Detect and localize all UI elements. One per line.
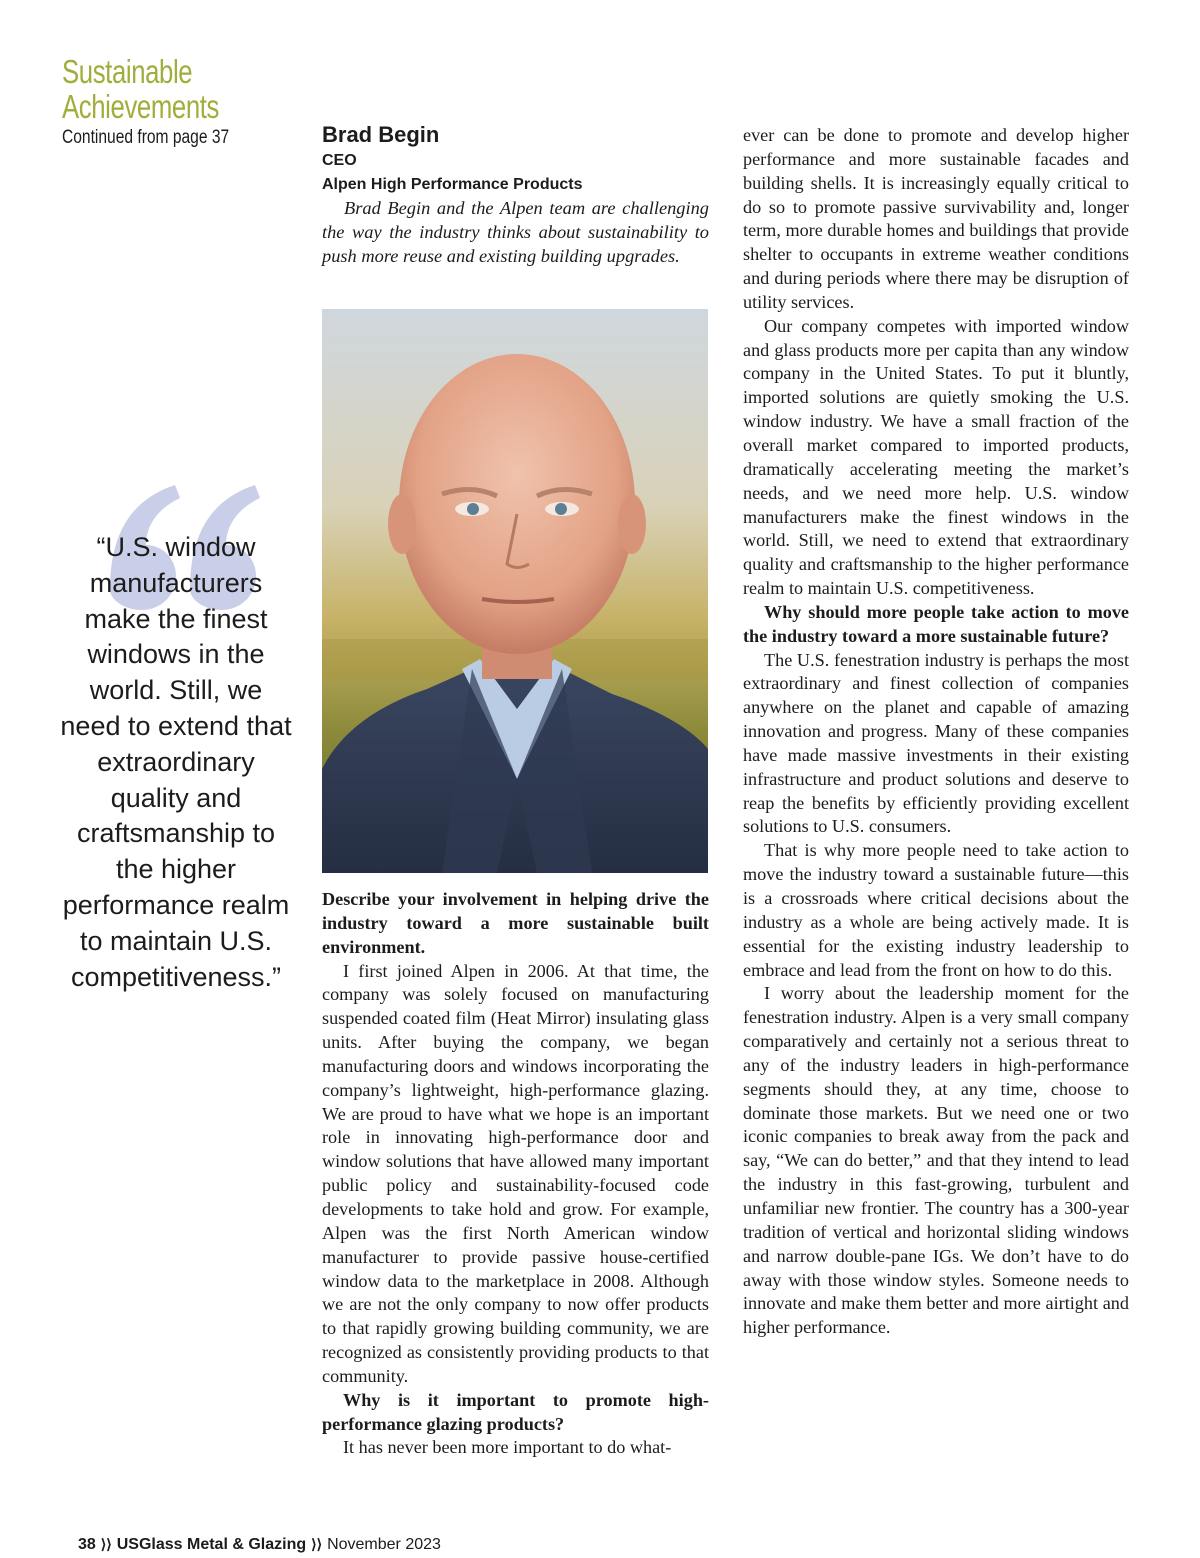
question-involvement: Describe your involvement in helping drive the industry toward a more sustainable built environment. (322, 889, 709, 957)
issue-date: November 2023 (327, 1536, 441, 1553)
answer-paragraph: That is why more people need to take action to move the industry toward a sustainable future—this is a crossroads where critical decisions about the industry as a whole are being actively made. It is essential for the existing industry leadership to embrace and lead from the front on how to do this. (743, 840, 1129, 980)
article-column-middle (322, 888, 709, 1460)
profile-name: Brad Begin (322, 122, 440, 147)
separator-icon: ⟩⟩ (311, 1536, 323, 1552)
question-importance: Why is it important to promote high-performance glazing products? (322, 1389, 709, 1434)
answer-paragraph: It has never been more important to do what- (343, 1437, 672, 1458)
article-column-right (743, 124, 1129, 1340)
answer-continuation: ever can be done to promote and develop higher performance and more sustainable facades and building shells. It is increasingly equally critical to do so to promote passive survivability and, longer term, more durable homes and buildings that provide shelter to occupants in extreme weather conditions and during periods where there may be disruption of utility services. (743, 125, 1129, 312)
portrait-photo (322, 309, 708, 873)
page-footer (78, 1533, 678, 1556)
profile-intro: Brad Begin and the Alpen team are challenging the way the industry thinks about sustainability to push more reuse and existing building upgrades. (322, 198, 709, 266)
section-title-line2: Achievements (62, 88, 219, 125)
profile-title: CEO (322, 152, 357, 169)
continued-note: Continued from page 37 (62, 127, 230, 148)
answer-paragraph: Our company competes with imported window and glass products more per capita than any window company in the United States. To put it bluntly, imported solutions are quietly smoking the U.S. window industry. We have a small fraction of the overall market compared to imported products, dramatically accelerating meeting the market’s needs, and we need more help. U.S. window manufacturers make the finest windows in the world. Still, we need to extend that extraordinary quality and craftsmanship to the higher performance realm to maintain U.S. competitiveness. (743, 315, 1129, 599)
publication-name: USGlass Metal & Glazing (116, 1536, 307, 1553)
section-title-line1: Sustainable (62, 53, 193, 90)
question-action: Why should more people take action to move the industry toward a more sustainable future? (743, 601, 1129, 646)
page-number: 38 (78, 1536, 96, 1553)
profile-company: Alpen High Performance Products (322, 176, 583, 193)
answer-paragraph: I first joined Alpen in 2006. At that time, the company was solely focused on manufacturing suspended coated film (Heat Mirror) insulating glass units. After buying the company, we began manufacturing doors and windows incorporating the company’s lightweight, high-performance glazing. We are proud to have what we hope is an important role in innovating high-performance door and window solutions that have allowed many important public policy and sustainability-focused code developments to take hold and grow. For example, Alpen was the first North American window manufacturer to provide passive house-certified window data to the marketplace in 2008. Although we are not the only company to now offer products to that rapidly growing building community, we are recognized as consistently providing products to that community. (322, 960, 709, 1386)
separator-icon: ⟩⟩ (100, 1536, 112, 1552)
pull-quote: “U.S. window manufacturers make the finest windows in the world. Still, we need to extend that extraordinary quality and craftsmanship to the higher performance realm to maintain U.S. competitiveness.” (60, 532, 292, 992)
answer-paragraph: I worry about the leadership moment for the fenestration industry. Alpen is a very small company comparatively and certainly not a serious threat to any of the industry leaders in high-performance segments should they, at any time, choose to dominate those markets. But we need one or two iconic companies to break away from the pack and say, “We can do better,” and that they intend to lead the industry in this fast-growing, turbulent and unfamiliar new frontier. The country has a 300-year tradition of vertical and horizontal sliding windows and narrow double-pane IGs. We don’t have to do away with those window styles. Someone needs to innovate and make them better and more airtight and higher performance. (743, 983, 1129, 1338)
section-title (62, 54, 249, 124)
answer-paragraph: The U.S. fenestration industry is perhaps the most extraordinary and finest collection of companies anywhere on the planet and capable of amazing innovation and progress. Many of these companies have made massive investments in their existing infrastructure and product solutions and deserve to reap the benefits by efficiently providing excellent solutions to U.S. consumers. (743, 649, 1129, 837)
